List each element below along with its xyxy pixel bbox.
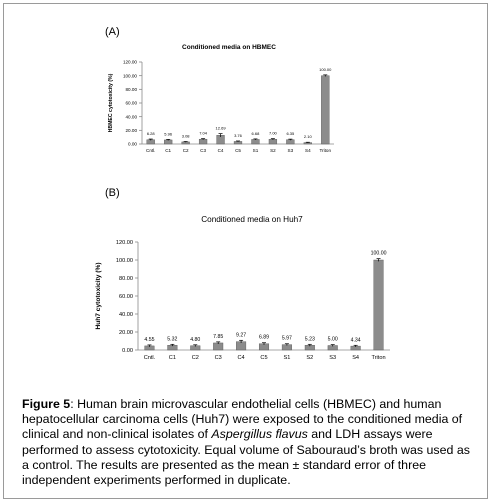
bar: [374, 260, 384, 350]
panel-a: [4, 4, 489, 179]
caption-italic-species: Aspergillus flavus: [211, 427, 308, 442]
x-tick-label: C4: [237, 355, 245, 361]
x-tick-label: C5: [260, 355, 268, 361]
data-label: 2.10: [303, 134, 312, 140]
figure-label: Figure 5: [22, 397, 71, 411]
data-label: 5.32: [167, 336, 178, 343]
data-label: 4.34: [350, 337, 361, 344]
y-tick-label: 40.00: [125, 114, 137, 120]
bar: [164, 140, 172, 144]
panel-a-label: (A): [105, 26, 120, 38]
data-label: 5.97: [281, 335, 292, 342]
x-tick-label: S2: [306, 355, 314, 361]
data-label: 100.00: [319, 66, 332, 72]
bar: [286, 140, 294, 144]
caption-text-1: : Human brain microvascular endothelial cells (HBMEC) and human hepatocellular carcinoma cells (Huh7) were exposed to the conditioned media of clinical and non-clinical isolates of: [22, 397, 463, 442]
data-label: 5.00: [327, 336, 338, 343]
x-tick-label: Cntl.: [146, 148, 156, 153]
x-tick-label: S1: [252, 148, 259, 153]
y-tick-label: 100.00: [115, 257, 133, 264]
data-label: 6.28: [146, 131, 155, 137]
x-tick-label: Triton: [371, 355, 386, 361]
data-label: 6.68: [251, 130, 260, 136]
y-axis-label: Huh7 cytotoxicity (%): [95, 262, 102, 330]
data-label: 6.89: [258, 334, 270, 341]
y-tick-label: 0.00: [128, 141, 137, 147]
figure-frame: [3, 3, 488, 499]
chart-b: [4, 179, 489, 384]
x-tick-label: Cntl.: [143, 355, 156, 361]
x-tick-label: C3: [200, 148, 207, 153]
data-label: 6.35: [286, 131, 295, 137]
panel-b-label: (B): [105, 187, 120, 199]
y-tick-label: 120.00: [122, 59, 137, 65]
y-tick-label: 60.00: [119, 293, 133, 300]
chart-title: Conditioned media on HBMEC: [182, 44, 276, 51]
y-tick-label: 20.00: [125, 127, 137, 133]
data-label: 4.80: [190, 336, 201, 343]
x-tick-label: S4: [305, 148, 311, 153]
data-label: 5.96: [164, 131, 173, 137]
data-label: 100.00: [370, 250, 387, 257]
x-tick-label: Triton: [319, 148, 332, 153]
y-axis-label: HBMEC cytotoxicity (%): [108, 73, 114, 133]
x-tick-label: C1: [168, 355, 176, 361]
figure-caption: [22, 397, 480, 488]
data-label: 4.55: [144, 336, 155, 343]
y-tick-label: 80.00: [119, 275, 133, 282]
chart-a: [4, 4, 489, 179]
data-label: 3.08: [181, 133, 190, 139]
x-tick-label: C4: [217, 148, 224, 153]
x-tick-label: S1: [283, 355, 291, 361]
y-tick-label: 100.00: [122, 73, 137, 79]
data-label: 12.69: [215, 125, 226, 131]
x-tick-label: S2: [270, 148, 276, 153]
data-label: 7.04: [199, 130, 207, 136]
x-tick-label: C1: [165, 148, 172, 153]
bar: [321, 76, 329, 144]
panel-b: [4, 179, 489, 384]
x-tick-label: C2: [182, 148, 189, 153]
data-label: 5.23: [304, 336, 315, 343]
y-tick-label: 40.00: [119, 311, 133, 318]
x-tick-label: C5: [235, 148, 241, 153]
data-label: 7.85: [213, 333, 224, 340]
caption-text-2: and LDH assays were performed to assess cytotoxicity. Equal volume of Sabouraud’s broth was used as a control. The results are presented as the mean ± standard error of three independent experiments performed in duplicate.: [22, 427, 470, 488]
x-tick-label: S4: [352, 355, 360, 361]
bar: [269, 139, 277, 144]
bar: [199, 139, 207, 144]
x-tick-label: S3: [287, 148, 294, 153]
data-label: 3.76: [234, 132, 242, 138]
y-tick-label: 120.00: [115, 239, 133, 246]
data-label: 9.27: [236, 332, 247, 339]
bar: [252, 139, 260, 144]
x-tick-label: S3: [329, 355, 337, 361]
data-label: 7.00: [269, 130, 277, 136]
y-tick-label: 20.00: [119, 329, 133, 336]
y-tick-label: 0.00: [122, 347, 133, 354]
y-tick-label: 80.00: [125, 86, 137, 92]
y-tick-label: 60.00: [125, 100, 137, 106]
x-tick-label: C3: [214, 355, 222, 361]
x-tick-label: C2: [191, 355, 199, 361]
chart-title: Conditioned media on Huh7: [201, 215, 303, 224]
